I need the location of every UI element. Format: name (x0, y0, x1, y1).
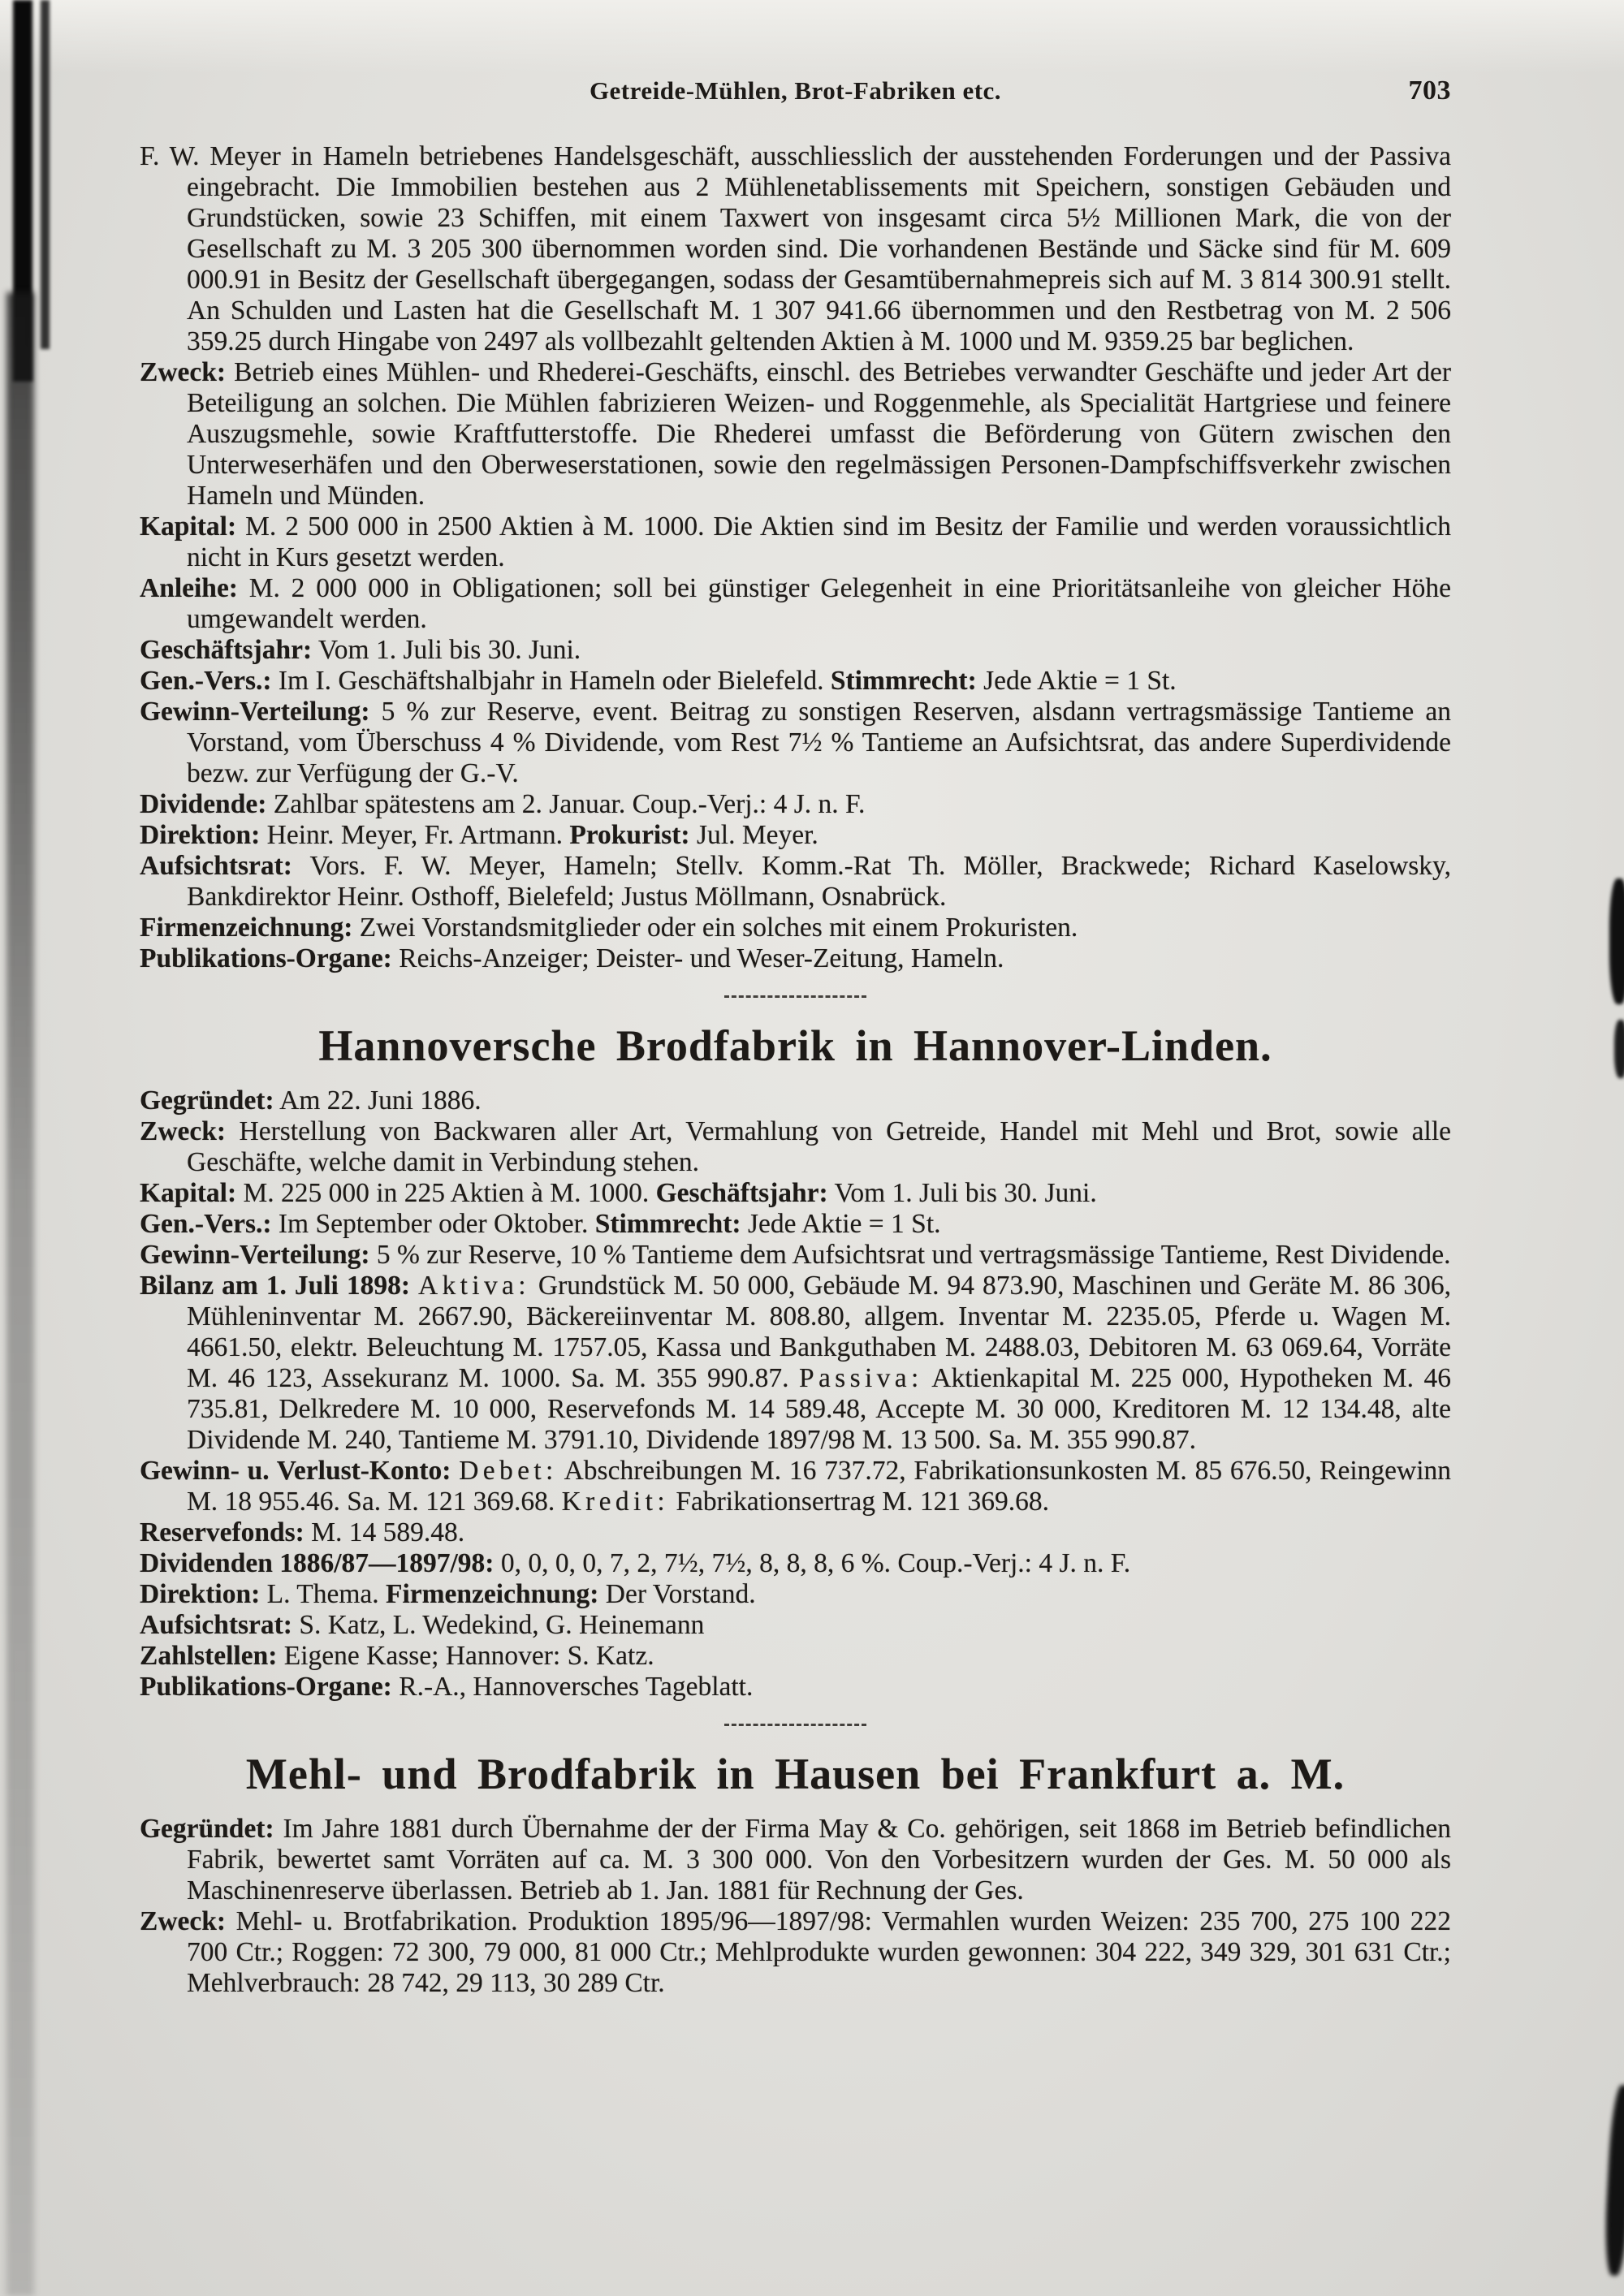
right-edge-mark (1609, 878, 1624, 1004)
entry-paragraph (140, 1271, 1451, 1456)
entry-paragraph (140, 1906, 1451, 1999)
paragraph-text: Reichs-Anzeiger; Deister- und Weser-Zeitung, Hameln. (391, 943, 1004, 973)
paragraph-text: Vors. F. W. Meyer, Hameln; Stellv. Komm.-Rat Th. Möller, Brackwede; Richard Kaselowsky, Bankdirektor Heinr. Osthoff, Bielefeld; Justus Möllmann, Osnabrück. (187, 851, 1451, 912)
entry-paragraph (140, 1548, 1451, 1579)
paragraph-label: Gegründet: (140, 1085, 274, 1116)
paragraph-label: Publikations-Organe: (140, 1672, 392, 1702)
paragraph-text: Fabrikationsertrag M. 121 369.68. (669, 1487, 1050, 1517)
entry-mehl-und-brodfabrik-hausen (140, 1749, 1451, 1999)
paragraph-text: Im Jahre 1881 durch Übernahme der der Firma May & Co. gehörigen, seit 1868 im Betrieb befindlichen Fabrik, bewertet samt Vorräten auf ca. M. 3 300 000. Von den Vorbesitzern wurden der Ges. M. 50 000 als Maschinenreserve überlassen. Betrieb ab 1. Jan. 1881 für Rechnung der Ges. (187, 1814, 1451, 1905)
entry-paragraph (140, 1517, 1451, 1548)
paragraph-label: Publikations-Organe: (140, 943, 392, 973)
entry-paragraph (140, 820, 1451, 851)
paragraph-label: Gewinn-Verteilung: (140, 1240, 370, 1270)
paragraph-label: Kapital: (140, 1178, 237, 1208)
paragraph-text: Im I. Geschäftshalbjahr in Hameln oder Bielefeld. (271, 666, 831, 696)
entry-title: Hannoversche Brodfabrik in Hannover-Linden. (318, 1021, 1272, 1070)
entry-paragraph (140, 511, 1451, 573)
entry-paragraph (140, 1085, 1451, 1116)
paragraph-text (410, 1271, 418, 1301)
paragraph-label: Stimmrecht: (594, 1209, 741, 1239)
entry-paragraph-list (140, 1814, 1451, 1999)
entry-paragraph (140, 357, 1451, 511)
entry-paragraph (140, 573, 1451, 635)
paragraph-label: Zweck: (140, 357, 227, 387)
paragraph-text: Jede Aktie = 1 St. (741, 1209, 941, 1239)
paragraph-text: M. 14 589.48. (304, 1517, 465, 1547)
entry-paragraph-list (140, 141, 1451, 974)
paragraph-label: Stimmrecht: (830, 666, 977, 696)
binding-shadow-bar (13, 0, 32, 382)
entry-paragraph (140, 635, 1451, 666)
paragraph-text: S. Katz, L. Wedekind, G. Heinemann (292, 1610, 705, 1640)
entry-paragraph (140, 666, 1451, 697)
paragraph-text: 5 % zur Reserve, event. Beitrag zu sonstigen Reserven, alsdann vertragsmässige Tantieme an Vorstand, vom Überschuss 4 % Dividende, vom Rest 7½ % Tantieme an Aufsichtsrat, das andere Superdividende bezw. zur Verfügung der G.-V. (187, 697, 1451, 788)
paragraph-label: Zweck: (140, 1116, 227, 1146)
entry-paragraph (140, 141, 1451, 357)
paragraph-label: Dividende: (140, 789, 267, 819)
bottom-right-edge-mark (1603, 2084, 1624, 2276)
paragraph-text (451, 1456, 459, 1486)
paragraph-text: Im September oder Oktober. (271, 1209, 595, 1239)
spaced-term: Passiva: (798, 1363, 923, 1393)
paragraph-text: Am 22. Juni 1886. (274, 1085, 482, 1116)
entry-paragraph (140, 1610, 1451, 1641)
entry-paragraph (140, 1116, 1451, 1178)
paragraph-text: M. 2 500 000 in 2500 Aktien à M. 1000. Die Aktien sind im Besitz der Familie und werden voraussichtlich nicht in Kurs gesetzt werden. (187, 511, 1451, 572)
paragraph-text: M. 225 000 in 225 Aktien à M. 1000. (236, 1178, 656, 1208)
entry-paragraph (140, 1209, 1451, 1240)
paragraph-label: Dividenden 1886/87—1897/98: (140, 1548, 495, 1578)
running-header (140, 75, 1451, 107)
entry-title: Mehl- und Brodfabrik in Hausen bei Frankfurt a. M. (245, 1750, 1345, 1798)
paragraph-label: Aufsichtsrat: (140, 1610, 292, 1640)
paragraph-label: Geschäftsjahr: (655, 1178, 828, 1208)
paragraph-label: Firmenzeichnung: (386, 1579, 599, 1609)
paragraph-label: Firmenzeichnung: (140, 913, 353, 943)
paragraph-text: Der Vorstand. (598, 1579, 756, 1609)
entry-paragraph (140, 1672, 1451, 1703)
paragraph-label: Anleihe: (140, 573, 238, 603)
section-divider (724, 1724, 866, 1726)
paragraph-label: Gewinn-Verteilung: (140, 697, 370, 727)
entry-paragraph (140, 1240, 1451, 1271)
entry-hannoversche-brodfabrik (140, 1021, 1451, 1703)
entry-paragraph (140, 1579, 1451, 1610)
paragraph-text: Heinr. Meyer, Fr. Artmann. (260, 820, 570, 850)
paragraph-text: Betrieb eines Mühlen- und Rhederei-Geschäfts, einschl. des Betriebes verwandter Geschäfte und jeder Art der Beteiligung an solchen. Die Mühlen fabrizieren Weizen- und Roggenmehle, als Specialität Hartgriese und feinere Auszugsmehle, sowie Kraftfutterstoffe. Die Rhederei umfasst die Beförderung von Gütern zwischen den Unterweserhäfen und den Oberweserstationen, sowie den regelmässigen Personen-Dampfschiffsverkehr zwischen Hameln und Münden. (187, 357, 1451, 511)
entry-paragraph (140, 943, 1451, 974)
right-edge-mark-small (1614, 1020, 1624, 1078)
left-edge-shadow (6, 292, 34, 2296)
paragraph-label: Gewinn- u. Verlust-Konto: (140, 1456, 451, 1486)
spaced-term: Kredit: (561, 1487, 669, 1517)
paragraph-text: Abschreibungen M. 16 737.72, Fabrikationsunkosten M. 85 676.50, Reingewinn M. 18 955.46. Sa. M. 121 369.68. (187, 1456, 1451, 1517)
entry-paragraph (140, 789, 1451, 820)
page-content (140, 75, 1451, 1999)
spaced-term: Debet: (459, 1456, 558, 1486)
paragraph-label: Zahlstellen: (140, 1641, 278, 1671)
entry-paragraph (140, 1178, 1451, 1209)
entry-paragraph-list (140, 1085, 1451, 1703)
paragraph-label: Zweck: (140, 1906, 227, 1936)
entry-paragraph (140, 913, 1451, 943)
entry-paragraph (140, 851, 1451, 913)
paragraph-text: Zahlbar spätestens am 2. Januar. Coup.-Verj.: 4 J. n. F. (266, 789, 866, 819)
binding-shadow-line (41, 0, 50, 349)
paragraph-label: Geschäftsjahr: (140, 635, 313, 665)
paragraph-text: Grundstück M. 50 000, Gebäude M. 94 873.90, Maschinen und Geräte M. 86 306, Mühleninventar M. 2667.90, Bäckereiinventar M. 808.80, allgem. Inventar M. 2235.05, Pferde u. Wagen M. 4661.50, elektr. Beleuchtung M. 1757.05, Kassa und Bankguthaben M. 2488.03, Debitoren M. 63 069.64, Vorräte M. 46 123, Assekuranz M. 1000. Sa. M. 355 990.87. (187, 1271, 1451, 1393)
paragraph-label: Direktion: (140, 1579, 261, 1609)
paragraph-text: Eigene Kasse; Hannover: S. Katz. (277, 1641, 654, 1671)
entry-paragraph (140, 697, 1451, 789)
entry-paragraph (140, 1814, 1451, 1906)
entry-paragraph (140, 1456, 1451, 1517)
paragraph-text: Jede Aktie = 1 St. (976, 666, 1177, 696)
paragraph-text: L. Thema. (260, 1579, 387, 1609)
paragraph-label: Kapital: (140, 511, 237, 542)
entry-weser-muehlen (140, 141, 1451, 974)
paragraph-label: Gen.-Vers.: (140, 666, 272, 696)
paragraph-text: Vom 1. Juli bis 30. Juni. (827, 1178, 1097, 1208)
paragraph-text: R.-A., Hannoversches Tageblatt. (391, 1672, 754, 1702)
paragraph-label: Bilanz am 1. Juli 1898: (140, 1271, 410, 1301)
paragraph-text: Zwei Vorstandsmitglieder oder ein solches mit einem Prokuristen. (352, 913, 1078, 943)
paragraph-text: F. W. Meyer in Hameln betriebenes Handelsgeschäft, ausschliesslich der ausstehenden Forderungen und der Passiva eingebracht. Die Immobilien bestehen aus 2 Mühlenetablissements mit Speichern, sonstigen Gebäuden und Grundstücken, sowie 23 Schiffen, mit einem Taxwert von insgesamt circa 5½ Millionen Mark, die von der Gesellschaft zu M. 3 205 300 übernommen worden sind. Die vorhandenen Bestände und Säcke sind für M. 609 000.91 in Besitz der Gesellschaft übergegangen, sodass der Gesamtübernahmepreis sich auf M. 3 814 300.91 stellt. An Schulden und Lasten hat die Gesellschaft M. 1 307 941.66 übernommen und den Restbetrag von M. 2 506 359.25 durch Hingabe von 2497 als vollbezahlt geltenden Aktien à M. 1000 und M. 9359.25 bar beglichen. (140, 141, 1451, 356)
paragraph-label: Gen.-Vers.: (140, 1209, 272, 1239)
paragraph-label: Direktion: (140, 820, 261, 850)
paragraph-text: 0, 0, 0, 0, 7, 2, 7½, 7½, 8, 8, 8, 6 %. Coup.-Verj.: 4 J. n. F. (494, 1548, 1131, 1578)
paragraph-label: Aufsichtsrat: (140, 851, 292, 881)
paragraph-label: Gegründet: (140, 1814, 274, 1844)
paragraph-label: Reservefonds: (140, 1517, 304, 1547)
paragraph-text: 5 % zur Reserve, 10 % Tantieme dem Aufsichtsrat und vertragsmässige Tantieme, Rest Dividende. (369, 1240, 1451, 1270)
running-header-title: Getreide-Mühlen, Brot-Fabriken etc. (589, 76, 1002, 105)
entry-paragraph (140, 1641, 1451, 1672)
section-divider (724, 995, 866, 998)
spaced-term: Aktiva: (417, 1271, 530, 1301)
paragraph-text: Herstellung von Backwaren aller Art, Vermahlung von Getreide, Handel mit Mehl und Brot, sowie alle Geschäfte, welche damit in Verbindung stehen. (187, 1116, 1451, 1177)
paragraph-label: Prokurist: (569, 820, 690, 850)
paragraph-text: Aktienkapital M. 225 000, Hypotheken M. 46 735.81, Delkredere M. 10 000, Reservefonds M. 14 589.48, Accepte M. 30 000, Kreditoren M. 12 134.48, alte Dividende M. 240, Tantieme M. 3791.10, Dividende 1897/98 M. 13 500. Sa. M. 355 990.87. (187, 1363, 1451, 1455)
page-number: 703 (1408, 76, 1451, 106)
paragraph-text: Mehl- u. Brotfabrikation. Produktion 1895/96—1897/98: Vermahlen wurden Weizen: 235 700, 275 100 222 700 Ctr.; Roggen: 72 300, 79 000, 81 000 Ctr.; Mehlprodukte wurden gewonnen: 304 222, 349 329, 301 631 Ctr.; Mehlverbrauch: 28 742, 29 113, 30 289 Ctr. (187, 1906, 1451, 1998)
paragraph-text: M. 2 000 000 in Obligationen; soll bei günstiger Gelegenheit in eine Prioritätsanleihe von gleicher Höhe umgewandelt werden. (187, 573, 1451, 634)
paragraph-text: Vom 1. Juli bis 30. Juni. (312, 635, 581, 665)
paragraph-text: Jul. Meyer. (689, 820, 818, 850)
